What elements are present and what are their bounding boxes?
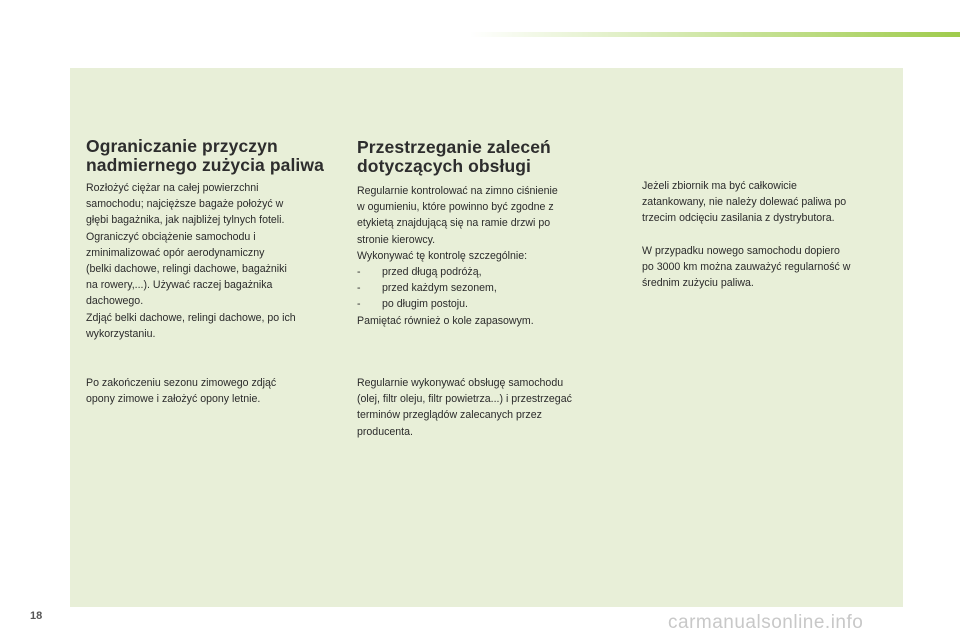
paragraph: [86, 375, 346, 407]
text-line: terminów przeglądów zalecanych przez: [357, 409, 542, 422]
paragraph: [642, 243, 902, 292]
text-line: Po zakończeniu sezonu zimowego zdjąć: [86, 377, 277, 389]
title-line: Przestrzeganie zaleceń: [357, 137, 551, 157]
text-line: dachowego.: [86, 295, 144, 308]
section-refueling: [642, 178, 902, 291]
text-line: Wykonywać tę kontrolę szczególnie:: [357, 249, 528, 262]
text-line: głębi bagażnika, jak najbliżej tylnych foteli.: [86, 214, 285, 227]
text-line: Rozłożyć ciężar na całej powierzchni: [86, 182, 259, 194]
section-title: [86, 137, 346, 175]
list-item: - przed każdym sezonem,: [357, 280, 627, 296]
text-line: Jeżeli zbiornik ma być całkowicie: [642, 180, 797, 192]
paragraph: [357, 375, 627, 440]
text-line: opony zimowe i założyć opony letnie.: [86, 393, 261, 406]
text-line: etykietą znajdującą się na ramie drzwi po: [357, 217, 551, 230]
title-line: nadmiernego zużycia paliwa: [86, 155, 324, 175]
check-list: [357, 264, 627, 313]
title-line: Ograniczanie przyczyn: [86, 136, 278, 156]
page-number: 18: [30, 610, 43, 622]
title-line: dotyczących obsługi: [357, 156, 532, 176]
text-line: samochodu; najcięższe bagaże położyć w: [86, 198, 284, 211]
text-line: (olej, filtr oleju, filtr powietrza...) i przestrzegać: [357, 393, 572, 406]
text-line: Pamiętać również o kole zapasowym.: [357, 314, 534, 327]
text-line: wykorzystaniu.: [86, 327, 156, 340]
text-line: średnim zużyciu paliwa.: [642, 277, 754, 290]
text-line: zatankowany, nie należy dolewać paliwa po: [642, 196, 847, 209]
list-item: - przed długą podróżą,: [357, 264, 627, 280]
text-line: w ogumieniu, które powinno być zgodne z: [357, 201, 554, 214]
text-line: Zdjąć belki dachowe, relingi dachowe, po ich: [86, 311, 296, 324]
text-line: stronie kierowcy.: [357, 233, 436, 246]
paragraph: [86, 180, 346, 342]
text-line: Ograniczyć obciążenie samochodu i: [86, 230, 256, 243]
list-item: - po długim postoju.: [357, 296, 627, 312]
text-line: producenta.: [357, 425, 413, 438]
text-line: Regularnie wykonywać obsługę samochodu: [357, 377, 564, 389]
text-line: Regularnie kontrolować na zimno ciśnienie: [357, 185, 558, 197]
section-fuel-consumption: [86, 136, 346, 406]
text-line: (belki dachowe, relingi dachowe, bagażniki: [86, 263, 287, 276]
text-line: po 3000 km można zauważyć regularność w: [642, 260, 851, 273]
text-line: trzecim odcięciu zasilania z dystrybutora.: [642, 212, 835, 225]
paragraph: [357, 183, 627, 329]
header-accent-bar: [470, 32, 960, 37]
text-line: na rowery,...). Używać raczej bagażnika: [86, 279, 273, 292]
text-line: W przypadku nowego samochodu dopiero: [642, 244, 840, 257]
text-line: zminimalizować opór aerodynamiczny: [86, 246, 265, 259]
paragraph: [642, 178, 902, 227]
section-title: [357, 138, 627, 176]
section-maintenance: [357, 137, 627, 438]
watermark: carmanualsonline.info: [668, 612, 864, 633]
